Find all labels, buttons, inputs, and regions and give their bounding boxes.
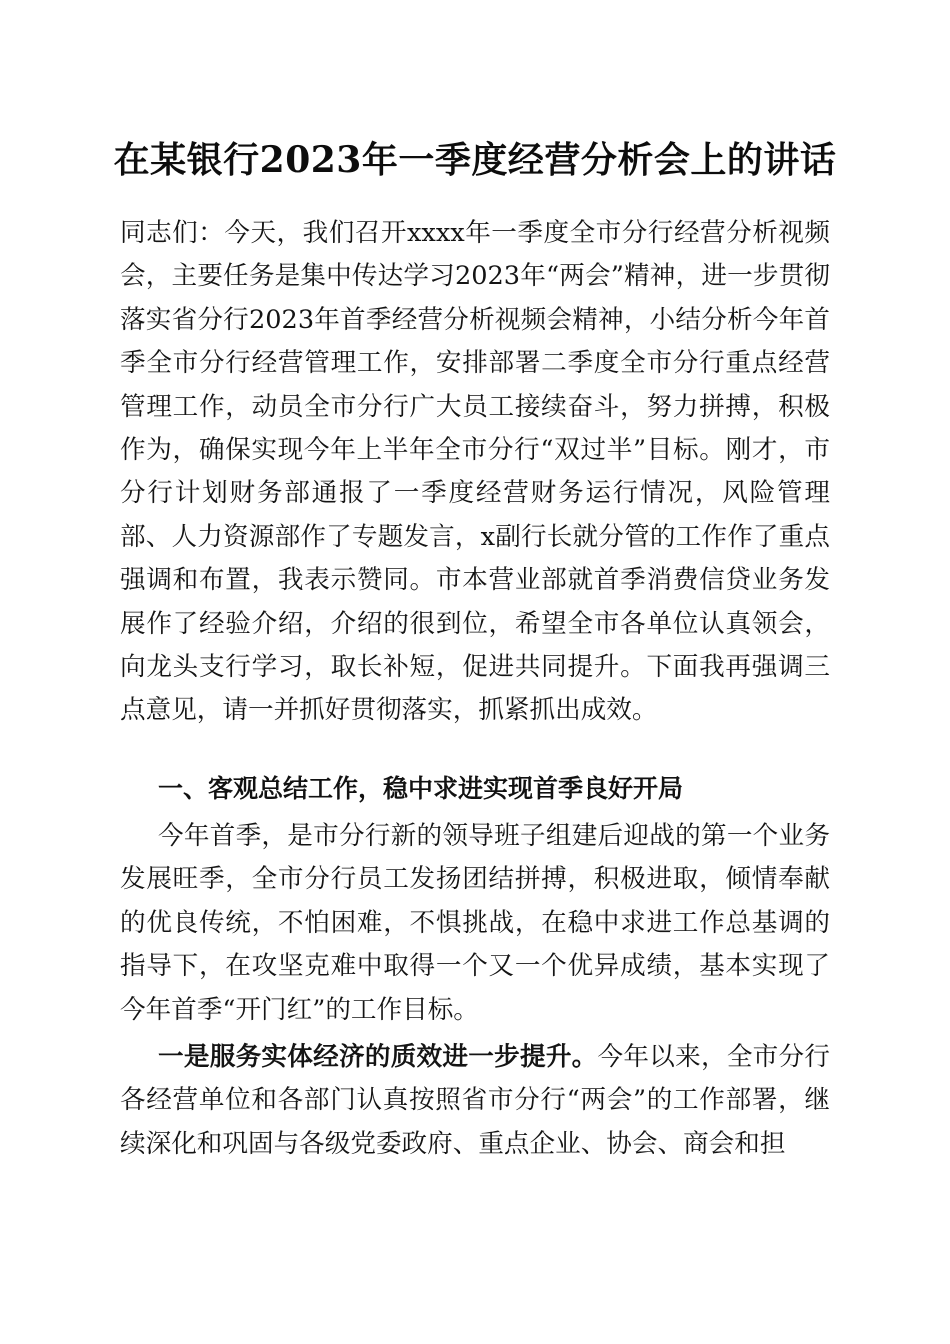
point-1-paragraph: [120, 1036, 830, 1166]
greeting-paragraph: 同志们：今天，我们召开xxxx年一季度全市分行经营分析视频会，主要任务是集中传达学习2023年“两会”精神，进一步贯彻落实省分行2023年首季经营分析视频会精神，小结分析今年首季全市分行经营管理工作，安排部署二季度全市分行重点经营管理工作，动员全市分行广大员工接续奋斗，努力拼搏，积极作为，确保实现今年上半年全市分行“双过半”目标。刚才，市分行计划财务部通报了一季度经营财务运行情况，风险管理部、人力资源部作了专题发言，x副行长就分管的工作作了重点强调和布置，我表示赞同。市本营业部就首季消费信贷业务发展作了经验介绍，介绍的很到位，希望全市各单位认真领会，向龙头支行学习，取长补短，促进共同提升。下面我再强调三点意见，请一并抓好贯彻落实，抓紧抓出成效。: [120, 218, 830, 726]
document-title: 在某银行2023年一季度经营分析会上的讲话: [113, 139, 837, 181]
point-1-lead: 一是服务实体经济的质效进一步提升。: [158, 1042, 598, 1072]
section-1-paragraph: 今年首季，是市分行新的领导班子组建后迎战的第一个业务发展旺季，全市分行员工发扬团结拼搏，积极进取，倾情奉献的优良传统，不怕困难，不惧挑战，在稳中求进工作总基调的指导下，在攻坚克难中取得一个又一个优异成绩，基本实现了今年首季“开门红”的工作目标。: [120, 821, 830, 1025]
point-1-text: 今年以来，全市分行各经营单位和各部门认真按照省市分行“两会”的工作部署，继续深化和巩固与各级党委政府、重点企业、协会、商会和担: [120, 1042, 830, 1159]
section-1-heading: 一、客观总结工作，稳中求进实现首季良好开局: [158, 774, 684, 803]
